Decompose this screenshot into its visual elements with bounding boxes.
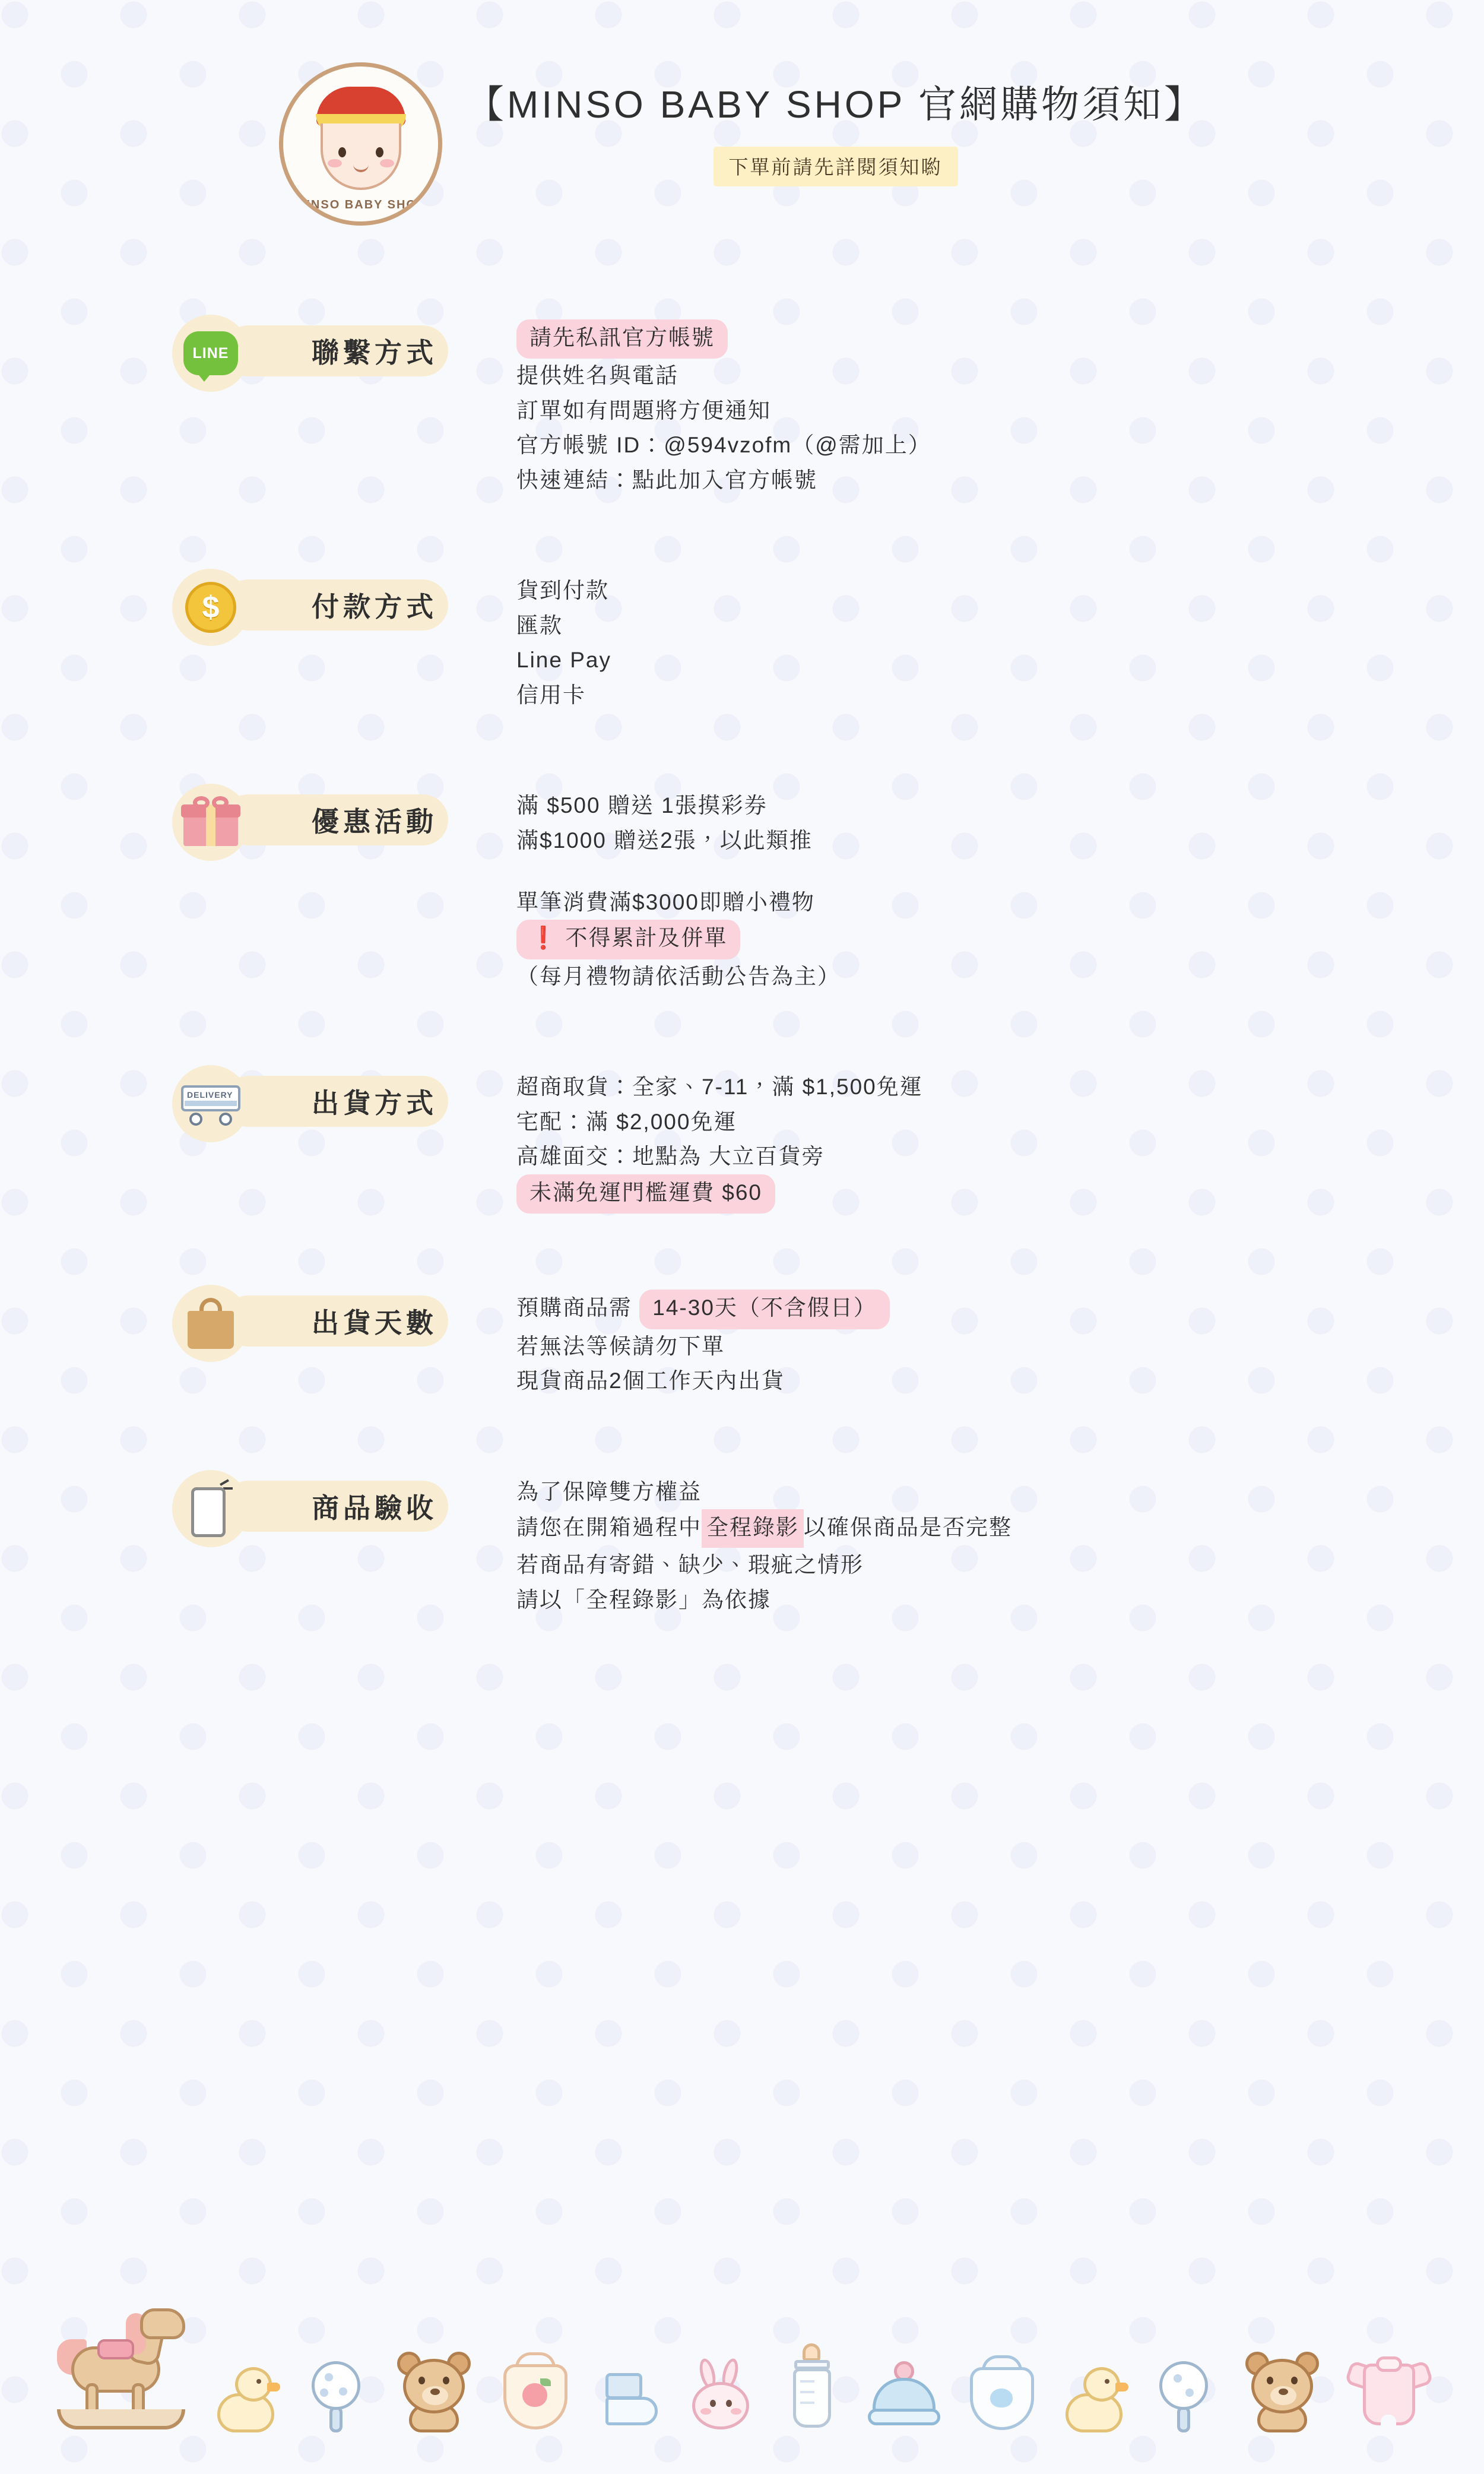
section-tag-pill: [223, 794, 448, 845]
section-body: [516, 1470, 1012, 1618]
logo-eye-left: [338, 147, 346, 157]
subtitle-wrap: [466, 147, 1205, 186]
rocking-horse-toy: [53, 2305, 190, 2432]
highlight-text: ❗ 不得累計及併單: [516, 920, 740, 959]
logo-cheek-right: [380, 159, 394, 167]
section-line: [516, 319, 931, 359]
section-line-prefix: 請您在開箱過程中: [516, 1515, 702, 1539]
section-tag-pill: [223, 1481, 448, 1532]
page-subtitle: 下單前請先詳閱須知喲: [714, 147, 958, 186]
rubber-duck-toy-2: [1062, 2367, 1127, 2432]
gift-icon: [172, 784, 249, 861]
section-line-suffix: 以確保商品是否完整: [804, 1515, 1012, 1539]
highlight-text: 請先私訊官方帳號: [516, 319, 728, 359]
section-title: 商品驗收: [312, 1492, 437, 1523]
section-line: 單筆消費滿$3000即贈小禮物: [516, 889, 815, 914]
toy-row: [0, 2305, 1484, 2432]
section-tag: [172, 569, 516, 640]
section-body: [516, 1285, 890, 1398]
section-title: 優惠活動: [312, 806, 437, 838]
bunny-rattle-toy: [684, 2358, 758, 2432]
section-title: 出貨方式: [312, 1088, 437, 1119]
highlight-text: 14-30天（不含假日）: [639, 1290, 890, 1329]
truck-icon-text: DELIVERY: [187, 1090, 233, 1100]
section-body: [516, 569, 611, 712]
section-line: 若商品有寄錯、缺少、瑕疵之情形: [516, 1553, 864, 1577]
section-line: 貨到付款: [516, 578, 609, 603]
section-line: （每月禮物請依活動公告為主）: [516, 964, 841, 989]
logo-mouth: [353, 163, 369, 172]
section-line: 宅配：滿 $2,000免運: [516, 1109, 737, 1134]
section-promotion: [0, 784, 1484, 994]
section-spacer: [516, 858, 841, 885]
rattle-toy: [303, 2361, 369, 2432]
knit-hat: [865, 2361, 943, 2432]
shopping-bag-icon: [172, 1285, 249, 1362]
section-line: 滿$1000 贈送2張，以此類推: [516, 828, 813, 853]
page-header: [0, 0, 1484, 226]
section-body: [516, 1065, 923, 1214]
coin-icon-text: $: [185, 582, 236, 633]
section-line: 為了保障雙方權益: [516, 1479, 702, 1504]
section-line: Line Pay: [516, 648, 611, 673]
section-line: [516, 1509, 1012, 1548]
page-title: 【MINSO BABY SHOP 官網購物須知】: [466, 83, 1205, 126]
rubber-duck-toy: [214, 2367, 279, 2432]
section-shipping-days: [0, 1285, 1484, 1398]
section-line: [516, 920, 841, 959]
section-line-link[interactable]: 快速連結：點此加入官方帳號: [516, 467, 817, 492]
bib-heart: [966, 2355, 1038, 2432]
section-tag: [172, 315, 516, 386]
teddy-bear-toy-2: [1241, 2349, 1324, 2432]
section-tag-pill: [223, 579, 448, 631]
highlight-text: 未滿免運門檻運費 $60: [516, 1174, 775, 1214]
section-inspection: [0, 1470, 1484, 1618]
section-line: 滿 $500 贈送 1張摸彩券: [516, 793, 768, 818]
highlight-text: 全程錄影: [702, 1509, 804, 1548]
sections-list: [0, 315, 1484, 1617]
baby-bottle: [782, 2343, 842, 2432]
section-tag: [172, 784, 516, 855]
logo-brand-text: MINSO BABY SHOP: [295, 198, 426, 211]
logo-eye-right: [376, 147, 383, 157]
section-shipping-method: [0, 1065, 1484, 1214]
section-title: 付款方式: [312, 591, 437, 623]
section-tag-pill: [223, 325, 448, 376]
section-tag: [172, 1470, 516, 1541]
section-tag: [172, 1065, 516, 1136]
section-title: 出貨天數: [312, 1307, 437, 1339]
line-icon-text: LINE: [192, 344, 229, 362]
phone-camera-icon: [172, 1470, 249, 1547]
delivery-truck-icon: [172, 1065, 249, 1142]
coin-icon: [172, 569, 249, 646]
section-tag: [172, 1285, 516, 1356]
section-line: 官方帳號 ID：@594vzofm（@需加上）: [516, 433, 931, 458]
section-line: 若無法等候請勿下單: [516, 1333, 725, 1358]
section-body: [516, 784, 841, 994]
teddy-bear-toy: [392, 2349, 475, 2432]
baby-sock: [595, 2367, 660, 2432]
section-body: [516, 315, 931, 498]
section-payment: [0, 569, 1484, 712]
section-line: [516, 1290, 890, 1329]
section-line: 提供姓名與電話: [516, 363, 678, 388]
logo-face: [321, 123, 401, 190]
section-line: 超商取貨：全家、7-11，滿 $1,500免運: [516, 1075, 923, 1100]
section-tag-pill: [223, 1076, 448, 1127]
section-tag-pill: [223, 1295, 448, 1347]
brand-logo: [279, 62, 442, 226]
section-line: 高雄面交：地點為 大立百貨旁: [516, 1144, 825, 1169]
section-line: 匯款: [516, 613, 563, 638]
section-contact: [0, 315, 1484, 498]
section-line: [516, 1174, 923, 1214]
pink-onesie: [1347, 2349, 1431, 2432]
rattle-toy-2: [1151, 2361, 1216, 2432]
line-chat-icon: [172, 315, 249, 392]
bib-apple-toy: [500, 2352, 571, 2432]
header-titles: [466, 56, 1205, 186]
section-line: 現貨商品2個工作天內出貨: [516, 1369, 785, 1393]
section-title: 聯繫方式: [312, 337, 437, 368]
section-line: 信用卡: [516, 682, 586, 707]
section-line: 訂單如有問題將方便通知: [516, 398, 771, 423]
section-line-prefix: 預購商品需: [516, 1295, 640, 1320]
logo-cheek-left: [328, 159, 342, 167]
footer-decoration: [0, 2254, 1484, 2432]
section-line: 請以「全程錄影」為依據: [516, 1587, 771, 1612]
